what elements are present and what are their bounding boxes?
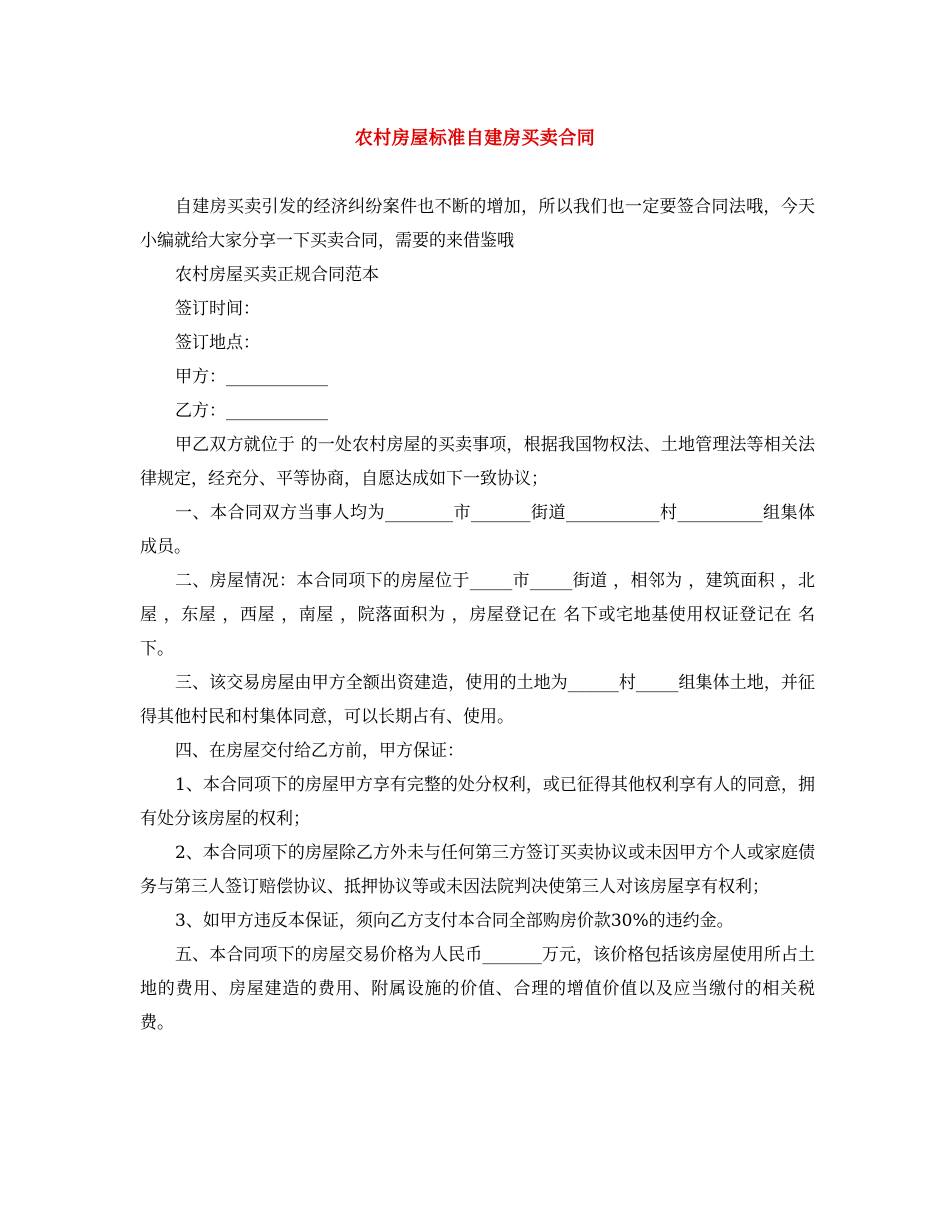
- intro-paragraph: 自建房买卖引发的经济纠纷案件也不断的增加，所以我们也一定要签合同法哦，今天小编就给大家分享一下买卖合同，需要的来借鉴哦: [140, 197, 815, 251]
- document-title: 农村房屋标准自建房买卖合同: [354, 128, 596, 149]
- party-b: 乙方：____________: [175, 401, 328, 421]
- signing-time: 签订时间：: [175, 299, 260, 319]
- clause-4-item-1: 1、本合同项下的房屋甲方享有完整的处分权利，或已征得其他权利享有人的同意，拥有处分该房屋的权利；: [140, 775, 815, 829]
- signing-place: 签订地点：: [175, 333, 260, 353]
- preamble-paragraph: 甲乙双方就位于 的一处农村房屋的买卖事项，根据我国物权法、土地管理法等相关法律规定，经充分、平等协商，自愿达成如下一致协议；: [140, 435, 815, 489]
- clause-1: 一、本合同双方当事人均为________市_______街道___________村__________组集体成员。: [140, 503, 815, 557]
- document-body: [140, 190, 815, 1040]
- clause-5: 五、本合同项下的房屋交易价格为人民币_______万元，该价格包括该房屋使用所占土地的费用、房屋建造的费用、附属设施的价值、合理的增值价值以及应当缴付的相关税费。: [140, 945, 815, 1033]
- clause-4: 四、在房屋交付给乙方前，甲方保证：: [175, 741, 464, 761]
- clause-4-item-3: 3、如甲方违反本保证，须向乙方支付本合同全部购房价款30%的违约金。: [175, 911, 734, 931]
- clause-3: 三、该交易房屋由甲方全额出资建造，使用的土地为______村_____组集体土地，并征得其他村民和村集体同意，可以长期占有、使用。: [140, 673, 815, 727]
- clause-2: 二、房屋情况：本合同项下的房屋位于_____市_____街道 ，相邻为 ，建筑面积 ，北屋 ，东屋 ，西屋 ，南屋 ，院落面积为 ，房屋登记在 名下或宅地基使用权证登记在 名下。: [140, 571, 815, 659]
- clause-4-item-2: 2、本合同项下的房屋除乙方外未与任何第三方签订买卖协议或未因甲方个人或家庭债务与第三人签订赔偿协议、抵押协议等或未因法院判决使第三人对该房屋享有权利；: [140, 843, 815, 897]
- contract-heading: 农村房屋买卖正规合同范本: [175, 265, 379, 285]
- party-a: 甲方：____________: [175, 367, 328, 387]
